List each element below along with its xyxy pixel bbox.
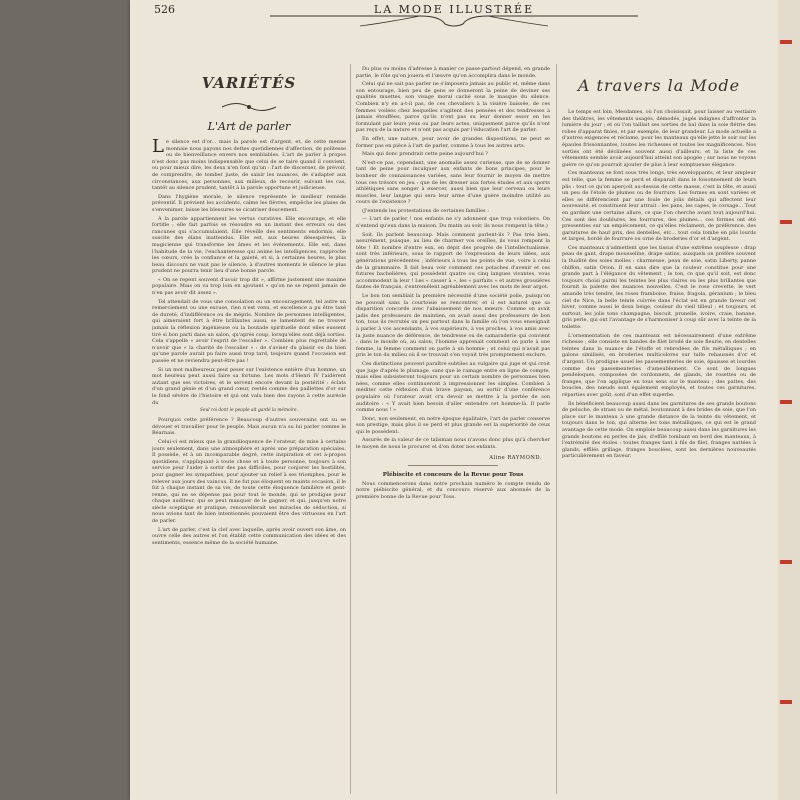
article-paragraph: Le silence est d'or... mais la parole est d'argent, et, de cette menue monnaie nous payons nos dettes quotidiennes d'affection, de politesse ou de bienveillance envers nos semblables. L'art de parler à propos n'est donc pas moins indispensable que celui de se taire quand il convient, ou pour mieux dire, les deux n'en font qu'un : l'art de discerner, de prévoir, de comprendre, de tomber juste, de saisir les nuances, de s'adapter aux circonstances, aux personnes, aux milieux, de recourir, suivant les cas, tantôt au silence prudent, tantôt à la parole opportune et judicieuse. (152, 136, 346, 192)
red-marker (780, 220, 792, 224)
article-paragraph: — L'art de parler ! nos enfants ne s'y adonnent que trop volontiers. On n'entend qu'eux dans la maison. Du matin au soir, ils nous rompent la tête.) (356, 216, 550, 230)
article-paragraph: En effet, une nature, pour avoir de grandes dispositions, ne peut se former pas en pièce à l'art de parler, comme à tous les autres arts. (356, 135, 550, 149)
red-marker (780, 400, 792, 404)
article-paragraph: Celui-ci est mieux que la grandiloquence de l'orateur, de mise à certains jours seulement, dans une atmosphère et après une préparation spéciales. Il possède, et à un incomparable degré, cette inspiration et cet à-propos quotidiens, s'appliquant à toute chose et à toute personne, toujours à son service pour l'aider à sortir des pas difficiles, pour conjurer les hostilités, pour gagner les sympathies, pour ajouter un relief à ses triomphes, pour le relever aux jours des vaincus. Il ne fut pas éloquent en maints occasion, il le fut à chaque instant de sa vie, de toute cette éloquence familière et gent-renne, qui ne se dépense pas pour tout le monde, qui se prodigue pour chaque auditeur, qui se peut manquer de le gagner, et qui, jusqu'en notre siècle sceptique et pratique, renouvellerait ses miracles de séduction, si nous avions tant de bien intentionnés pouvaient être des virtuoses en l'art de parler. (152, 438, 346, 525)
author-signature: Aline RAYMOND. (489, 454, 542, 461)
red-marker (780, 40, 792, 44)
article-paragraph: Dans l'hygiène morale, le silence représente le meilleur remède préventif. Il prévient les accidents, calme les fièvres, empêche les plaies de s'envenimer, laisse les blessures se cicatriser doucement. (152, 193, 346, 213)
drop-cap: L (152, 136, 164, 157)
red-marker (780, 560, 792, 564)
section-title-varietes: VARIÉTÉS (201, 74, 297, 92)
article-paragraph: N'est-ce pas, cependant, une anomalie assez curieuse, que de se donner tant de peine pour inculquer aux enfants de bons principes, pour le bonheur de connaissances variées, sans leur fournir le moyen de mettre tous ces trésors en jeu : que de les dresser aux fortes études et aux sports athlétiques sans songer à exercer, aussi bien que leur cerveau ou leurs muscles, leur langue qui sera leur arme d'une guère moindre utilité au cours de l'existence ? (356, 159, 550, 206)
section-ornament (152, 98, 346, 116)
article-paragraph: Soit. Ils parlent beaucoup. Mais comment parlent-ils ? Pas très bien, assurément, puisque, au lieu de charmer vos oreilles, ils vous rompent la tête ! Et nombre d'entre eux, en dépit des progrès de l'intellectualisme, sont très inférieurs, sous le rapport de l'expression de leurs idées, aux générations précédentes ; inférieurs à tous les points de vue, voire à celui de la grammaire. Il fait beau voir comment ces potaches d'avenir et ces futures bachelières, qui possèdent quatre ou cinq langues vivantes, vous accommodent la leur ! Les « casser à », les « parfaits » et autres grossières fautes de français, s'entremêlent agréablement avec les mots de leur argot. (356, 231, 550, 291)
column-mode (562, 66, 756, 796)
divider (408, 465, 498, 466)
article-paragraph: Donc, non seulement, en notre époque égalitaire, l'art de parler conserve son prestige, mais plus il se perd et plus grande est la supériorité de ceux qui le possèdent. (356, 415, 550, 435)
adjacent-page-edge (778, 0, 800, 800)
red-marker (780, 700, 792, 704)
article-paragraph: Ils bénéficient beaucoup aussi dans les garnitures de ses grands boutons de peluche, de strass ou de métal, boutonnant à des brides de soie, que l'on place sur le manteau à une grande distance de la teinte du vêtement, et toujours dans le ton, qui alterne les tons métalliques, ce qui est le grand avantage de cette mode. On emploie beaucoup aussi dans les garnitures les grands boutons en perles de jais, d'effilé tombant en bord des manteaux, à l'extrémité des étoles : toutes franges tant à fils de filet, franges nattées à glands, effilés grillage, franges bouclées, sont les dernières nouveautés particulièrement en faveur. (562, 400, 756, 460)
column-rule (350, 64, 351, 794)
column-varietes (152, 66, 346, 796)
header-ornament (270, 14, 638, 28)
article-title: L'Art de parler (207, 120, 291, 133)
article-paragraph: Du plus ou moins d'adresse à manier ce passe-partout dépend, en grande partie, le rôle qu'on jouera et l'œuvre qu'on accomplira dans le monde. (356, 66, 550, 79)
journal-title: LA MODE ILLUSTRÉE (373, 3, 535, 16)
article-paragraph: Le temps est loin, Mesdames, où l'on choisissait, pour laisser au vestiaire des théâtres, les vêtements usagés, démodés, jugés indignes d'affronter la lumière du jour ; et où l'on taillait ses sorties de bal dans la soie flétrie des robes d'apparat finies, et par exemple, de leur grandeur. La mode actuelle a d'autres exigences et réclame, pour les manteaux qu'elle jette le soir sur les épaules frissonnantes, toutes les richesses et toutes les magnificences. Nos sorties ont été déclinées souvent aussi d'ailleurs, et la liste de ces vêtements semble avoir aujourd'hui atteint son apogée ; sur nous ne voyons guère ce qu'on pourrait ajouter de plus à leur somptueuse élégance. (562, 109, 756, 168)
quote-line: Seul roi dont le peuple ait gardé la mémoire. (200, 408, 298, 414)
article-paragraph: Ces manteaux se font sous très longs, très enveloppants, et leur ampleur est telle, que la femme se perd et disparaît dans le foisonnement de leurs plis : tout ce qu'on aperçoit au-dessus de cette masse, c'est la tête, et aussi un peu de l'étole de plumes ou de fourrure. Les formes en sont variées et elles se différencient par une foule de jolis détails qui affectent leur nouveauté, et constituent leur attrait : les pans, les capes, le corsage... Tout en gardant une certaine allure, ce que l'on cherche avant tout aujourd'hui. Ces sont des doublures, les fourrures, des plumes... ces formes ont été pressenties sur un empiècement, ce qu'elles réclament, de préférence, des garnitures de haut prix, des dentelles, etc... tout cela tombe en plis lourds et larges, bordé de fourrure ou orné de broderies d'or et d'argent. (562, 170, 756, 243)
section-title-mode: A travers la Mode (577, 76, 741, 95)
article-paragraph: Le bon ton semblait la première nécessité d'une société polie, puisqu'on ne pouvait sans la courtoisie se rencontrer, et il est naturel que sa disparition concorde avec l'abaissement de nos mœurs. Comme on avait jadis des professeurs de maintien, on avait aussi des professeurs de bon ton, tous ils recrutés un peu partout dans la famille où l'on vous enseignait à parler à vos ascendants, à vos supérieurs, à vos proches, à vos amis avec la juste nuance de déférence, de tendresse ou de camaraderie qui convient : dans le monde où, au salon, l'homme apprenait comment on parle à une femme, la femme comment on parle à un homme ; et celui qui n'avait pas pris le ton du milieu où il se trouvait s'en voyait très promptement exclure. (356, 293, 550, 359)
column-rule (556, 64, 557, 794)
document-page (130, 0, 778, 800)
article-paragraph: Ces manteaux n'admettent que les tissus d'une extrême souplesse : drap peau de gant, drape mousseline, drape satins, auxquels on préfère souvent la fluidité des soies molles : charmeuse, peau de soie, satin Liberty, panne chiffon, satin Orion. Il en sans dire que la couleur constitue pour une grande part à l'élégance du vêtement ; le ton, ce que qu'il soit, est donc toujours choisi parmi les teintes les plus claires ou les plus brillantes que fournit la palette des nuances nouvelles. C'est le rose crevette, le vert amande très tendre, les roses framboise, fraise, fragola, géranium ; le bleu ciel de Nice, la belle teinte cuivrée dans l'éclat est en grande faveur cet hiver, comme aussi le doux beige, couleur du vieil tilleul ; et toujours, et surtout, les jolis tons champagne, biscuit, prunelle, ivoire, craie, banane, gris perle, qui ont l'avantage de s'harmoniser à coup sûr avec la teinte de la toilette. (562, 244, 756, 330)
article-paragraph: Pourquoi cette préférence ? Beaucoup d'autres souverains ont su se dévouer et travailler pour le peuple. Mais aucun n'a su lui parler comme le Béarnais. (152, 417, 346, 437)
notice-text: Nous commencerons dans notre prochain numéro le compte rendu de notre plébiscite général, et du concours réservé aux abonnés de la première bonne de la Revue pour Tous. (356, 480, 550, 500)
article-paragraph: Celui qui ne sait pas parler ne s'imposera jamais au public et, même dans son entourage, bien peu de gens se donneront la peine de deviner ses qualités muettes, son visage moral caché sous le masque du silence. Combien n'y en a-t-il pas, de ces chevaliers à la visière baissée, de ces femmes voilées chez lesquelles s'agitent des pensées et des tendresses à jamais étouffées, parce qu'ils n'ont pas su leur donner essor en les formulant par leurs yeux ou par leurs actes, uniquement parce qu'ils n'ont pas reçu de la nature et n'ont pas acquis par l'éducation l'art de parler. (356, 81, 550, 134)
page-number: 526 (154, 3, 175, 16)
article-paragraph: Ces distinctions peuvent paraître subtiles au vulgaire qui juge et qui croit que juge d'après le plumage, sans que le ramage entre en ligne de compte, mais elles subsisteront toujours pour un certain nombre de personnes bien nées, comme elles continueront à impressionner les simples. Combien à méditer cette réflexion d'un brave paysan, au sortir d'une conférence populaire où l'orateur avait cru devoir se mettre à la portée de son auditoire : « Y avait bien besoin d'aller entendre cet homme-là. Il parle comme nous ! » (356, 360, 550, 414)
article-paragraph: Assurés de la valeur de ce talisman nous n'avons donc plus qu'à chercher le moyen de nous le procurer et d'en doter nos enfants. (356, 437, 550, 451)
article-paragraph: Mais qui donc prendrait cette peine aujourd'hui ? (362, 151, 488, 158)
article-paragraph: (J'entends les protestations de certaines familles : (362, 207, 489, 214)
article-paragraph: L'ornementation de ces manteaux est nécessairement d'une extrême richesse ; elle consiste en bandes de filet brodé de soie fleurie, en dentelles teintes dans la nuance de l'étoffe et rebrodées de fils métalliques ; en galons similisés, en broderies multicolores sur tulle rehaussés d'or et d'argent. Un prodigue usuel les passementeries de soie, épaisses et lourdes comme des passementeries d'ameublement. Ce sont de longues pendeloques, composées de cordonnets, de glands, de rosettes ou de franges, que l'on applique en tous sens sur le manteau ; des pattes, des boucles, des nœuds sont également employés, et toutes ces garnitures, réparties avec goût, sont d'un effet superbe. (562, 332, 756, 398)
article-paragraph: Si un mot malheureux peut peser sur l'existence entière d'un homme, un mot heureux peut aussi faire sa fortune. Les mots d'Henri IV l'aidèrent autant que ses victoires, et le servent encore devant la postérité : éclats d'un grand génie et d'un grand cœur, restés comme des paillettes d'or sur le fond sévère de l'histoire et qui ont valu bien des rayons à cette auréole du (152, 366, 346, 406)
article-paragraph: « On se repent souvent d'avoir trop dit », affirme justement une maxime populaire. Mais on va trop loin en ajoutant « qu'on ne se repent jamais de n'en pas avoir dit assez ». (152, 276, 346, 297)
article-paragraph: Tel attendait de vous une consolation ou un encouragement, tel autre un remerciement ou une excuse, rien n'est venu, et excellence a pu être taxé de dureté, d'indifférence ou de mépris. Nombre de personnes intelligentes, qui aimeraient fort à être brillantes aussi, se lamentent de ne trouver jamais la réflexion ingénieuse ou la boutade spirituelle dont elles eussent tiré si bon parti dans un salon, qu'après coup, lorsqu'elles sont déjà sorties. Cela s'appelle « avoir l'esprit de l'escalier ». Combien plus regrettable de n'avoir que « la charité de l'escalier » : de s'aviser du plaisir ou du bien qu'une parole aurait pu faire aussi trop tard, toujours quand l'occasion est passée et ne reviendra peut-être pas ! (152, 298, 346, 364)
article-paragraph: L'art de parler, c'est la clef avec laquelle, après avoir ouvert son âme, on ouvre celle des autres et l'on établit cette communication des idées et des sentiments, essence même de la société humaine. (152, 526, 346, 546)
article-paragraph: A la parole appartiennent les vertus curatives. Elle encourage, et elle fortifie ; elle fait parfois se résoudre en un instant des erreurs ou des rancunes qui s'accumulaient. Elle réveille des sentiments endormis, elle suscite des élans inattendus. Elle est, aux heures désespérées, la magicienne qui transforme les âmes et les événements. Elle est, dans l'habitude de la vie, l'enchanteresse qui anime les intelligences, rapproche les cœurs, crée la confiance et la gaieté, et si, à certaines heures, le plus beau discours ne vaut pas le silence, à d'autres moments le silence le plus prudent ne pourra tenir lieu d'une bonne parole. (152, 215, 346, 275)
column-continuation (356, 66, 550, 796)
notice-title: Plébiscite et concours de la Revue pour Tous (382, 471, 524, 478)
